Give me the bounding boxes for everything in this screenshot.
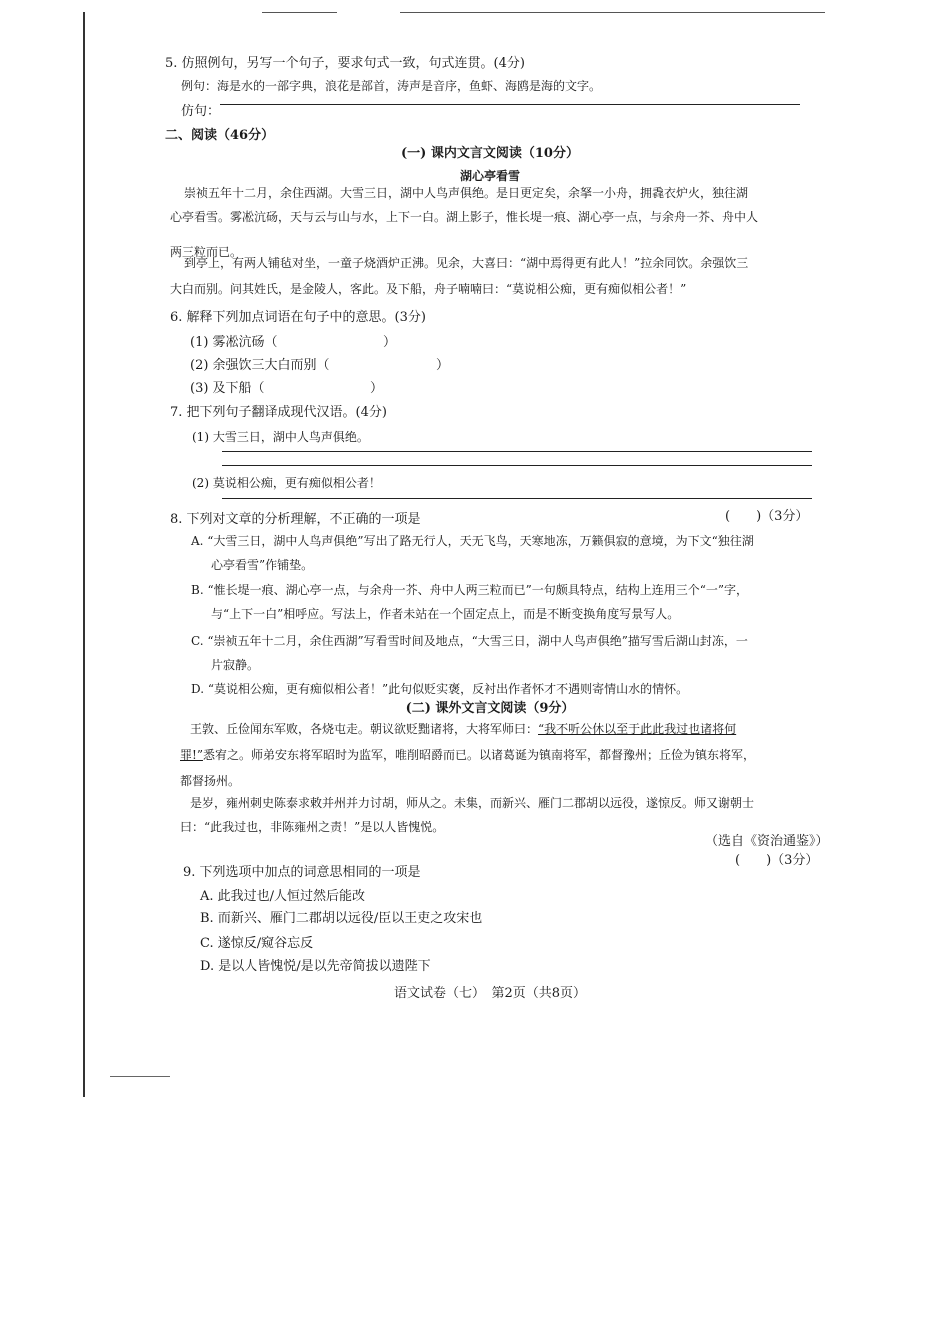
q5-example: 例句：海是水的一部字典，浪花是部首，涛声是音序，鱼虾、海鸥是海的文字。 <box>181 79 602 93</box>
passage1-line: 心亭看雪。雾凇沆砀，天与云与山与水，上下一白。湖上影子，惟长堤一痕、湖心亭一点，与余舟一芥、舟中人 <box>170 210 759 224</box>
q6-title: 6. 解释下列加点词语在句子中的意思。(3分) <box>170 310 426 325</box>
q7-answer-line[interactable] <box>222 498 812 499</box>
passage2-text: 王敦、丘俭闻东军败，各烧屯走。朝议欲贬黜诸将，大将军师曰： <box>190 722 539 736</box>
q7-answer-line[interactable] <box>222 465 812 466</box>
q8-option: D. “莫说相公痴，更有痴似相公者！”此句似贬实褒，反衬出作者怀才不遇则寄情山水的情怀。 <box>191 682 689 696</box>
q8-option: B. “惟长堤一痕、湖心亭一点，与余舟一芥、舟中人两三粒而已”一句颇具特点，结构上连用三个“一”字， <box>191 583 748 597</box>
passage2-underlined: 罪!” <box>180 748 203 762</box>
source-note: （选自《资治通鉴》） <box>705 834 829 849</box>
page-footer: 语文试卷（七） 第2页（共8页） <box>393 986 587 1001</box>
q6-item: (2) 余强饮三大白而别（ <box>190 358 330 373</box>
passage1-line: 大白而别。问其姓氏，是金陵人，客此。及下船，舟子喃喃曰：“莫说相公痴，更有痴似相公者！” <box>170 282 687 296</box>
section-reading: 二、阅读（46分） <box>165 128 275 143</box>
q7-answer-line[interactable] <box>222 451 812 452</box>
passage2-line <box>180 746 755 764</box>
part2-heading: (二) 课外文言文阅读（9分） <box>405 701 575 716</box>
q9-title: 9. 下列选项中加点的词意思相同的一项是 <box>183 865 421 880</box>
q5-title: 5. 仿照例句，另写一个句子，要求句式一致，句式连贯。(4分) <box>165 56 525 71</box>
passage2-line: 是岁，雍州刺史陈泰求敕并州并力讨胡，师从之。未集，而新兴、雁门二郡胡以远役，遂惊反。师又谢朝士 <box>190 796 755 810</box>
q9-option: D. 是以人皆愧悦/是以先帝简拔以遗陛下 <box>200 959 431 974</box>
q8-option: 片寂静。 <box>211 658 260 672</box>
q6-item-close: ） <box>383 335 397 350</box>
q7-sentence: (1) 大雪三日，湖中人鸟声俱绝。 <box>192 430 369 444</box>
q9-option: B. 而新兴、雁门二郡胡以远役/臣以王吏之攻宋也 <box>200 911 483 926</box>
scan-top-mark <box>400 12 825 13</box>
q5-answer-line[interactable] <box>220 104 800 105</box>
q8-title: 8. 下列对文章的分析理解，不正确的一项是 <box>170 512 421 527</box>
passage2-line <box>190 720 736 738</box>
passage2-line: 都督扬州。 <box>180 774 241 788</box>
scan-top-mark <box>262 12 337 13</box>
q9-option: A. 此我过也/人恒过然后能改 <box>200 889 366 904</box>
q6-item-close: ） <box>436 358 450 373</box>
passage2-underlined: “我不听公休以至于此此我过也诸将何 <box>538 722 737 736</box>
q8-score: ( )（3分） <box>725 509 809 524</box>
part1-heading: (一) 课内文言文阅读（10分） <box>401 146 579 161</box>
q8-option: 与“上下一白”相呼应。写法上，作者未站在一个固定点上，而是不断变换角度写景写人。 <box>211 607 680 621</box>
q7-sentence: (2) 莫说相公痴，更有痴似相公者！ <box>192 476 381 490</box>
q6-item: (3) 及下船（ <box>190 381 265 396</box>
scan-bottom-mark <box>110 1076 170 1077</box>
passage2-text: 悉宥之。师弟安东将军昭时为监军，唯削昭爵而已。以诸葛诞为镇南将军，都督豫州；丘俭为镇东将军， <box>202 748 755 762</box>
q6-item-close: ） <box>370 381 384 396</box>
q8-option: C. “崇祯五年十二月，余住西湖”写看雪时间及地点，“大雪三日，湖中人鸟声俱绝”描写雪后湖山封冻，一 <box>191 634 748 648</box>
q6-item: (1) 雾凇沆砀（ <box>190 335 278 350</box>
q7-title: 7. 把下列句子翻译成现代汉语。(4分) <box>170 405 387 420</box>
q9-score: ( )（3分） <box>735 853 819 868</box>
q5-imitate-label: 仿句： <box>181 104 221 119</box>
q8-option: A. “大雪三日，湖中人鸟声俱绝”写出了路无行人，天无飞鸟，天寒地冻，万籁俱寂的意境，为下文“独往湖 <box>191 534 754 548</box>
passage1-line: 到亭上，有两人铺毡对坐，一童子烧酒炉正沸。见余，大喜曰：“湖中焉得更有此人！”拉余同饮。余强饮三 <box>184 256 749 270</box>
part1-title: 湖心亭看雪 <box>459 169 520 183</box>
passage1-line: 两三粒而已。 <box>170 245 243 259</box>
passage1-line: 崇祯五年十二月，余住西湖。大雪三日，湖中人鸟声俱绝。是日更定矣，余拏一小舟，拥毳衣炉火，独往湖 <box>184 186 749 200</box>
passage2-line: 曰：“此我过也，非陈雍州之责！”是以人皆愧悦。 <box>180 820 445 834</box>
q9-option: C. 遂惊反/窥谷忘反 <box>200 936 314 951</box>
q8-option: 心亭看雪”作铺垫。 <box>211 558 314 572</box>
